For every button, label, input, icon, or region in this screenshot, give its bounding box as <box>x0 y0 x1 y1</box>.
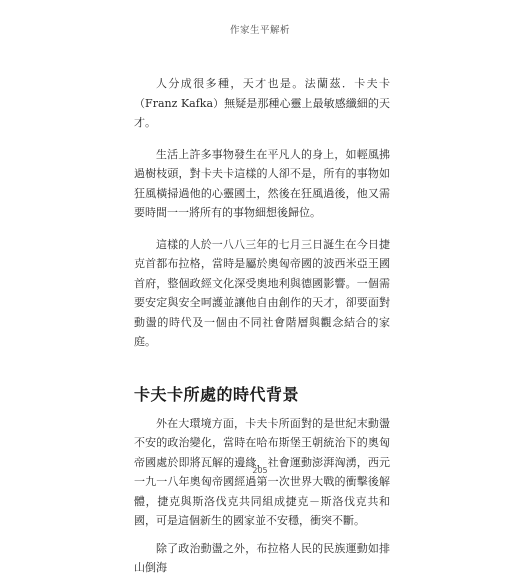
page-body <box>134 74 390 578</box>
section-heading: 卡夫卡所處的時代背景 <box>134 384 300 404</box>
body-paragraph: 生活上許多事物發生在平凡人的身上，如輕風拂過樹枝頭，對卡夫卡這樣的人卻不是，所有的事物如狂風橫掃過他的心靈國土，然後在狂風過後，他又需要時間一一將所有的事物細想後歸位。 <box>134 147 390 219</box>
body-paragraph: 除了政治動盪之外，布拉格人民的民族運動如排山倒海 <box>134 541 390 574</box>
body-paragraph: 人分成很多種，天才也是。法蘭茲．卡夫卡（Franz Kafka）無疑是那種心靈上最敏感纖細的天才。 <box>134 77 390 129</box>
body-paragraph: 這樣的人於一八八三年的七月三日誕生在今日捷克首都布拉格，當時是屬於奧匈帝國的波西米亞王國首府，整個政經文化深受奧地利與德國影響。一個需要安定與安全呵護並讓他自由創作的天才，卻要面對動盪的時代及一個由不同社會階層與觀念結合的家庭。 <box>134 237 390 348</box>
running-header: 作家生平解析 <box>229 25 290 36</box>
page-number: 205 <box>252 466 268 475</box>
body-paragraph: 外在大環境方面，卡夫卡所面對的是世紀末動盪不安的政治變化，當時在哈布斯堡王朝統治下的奧匈帝國處於即將瓦解的邊緣，社會運動澎湃洶湧，西元一九一八年奧匈帝國經過第一次世界大戰的衝擊後解體，捷克與斯洛伐克共同組成捷克－斯洛伐克共和國，可是這個新生的國家並不安穩，衝突不斷。 <box>134 416 390 527</box>
